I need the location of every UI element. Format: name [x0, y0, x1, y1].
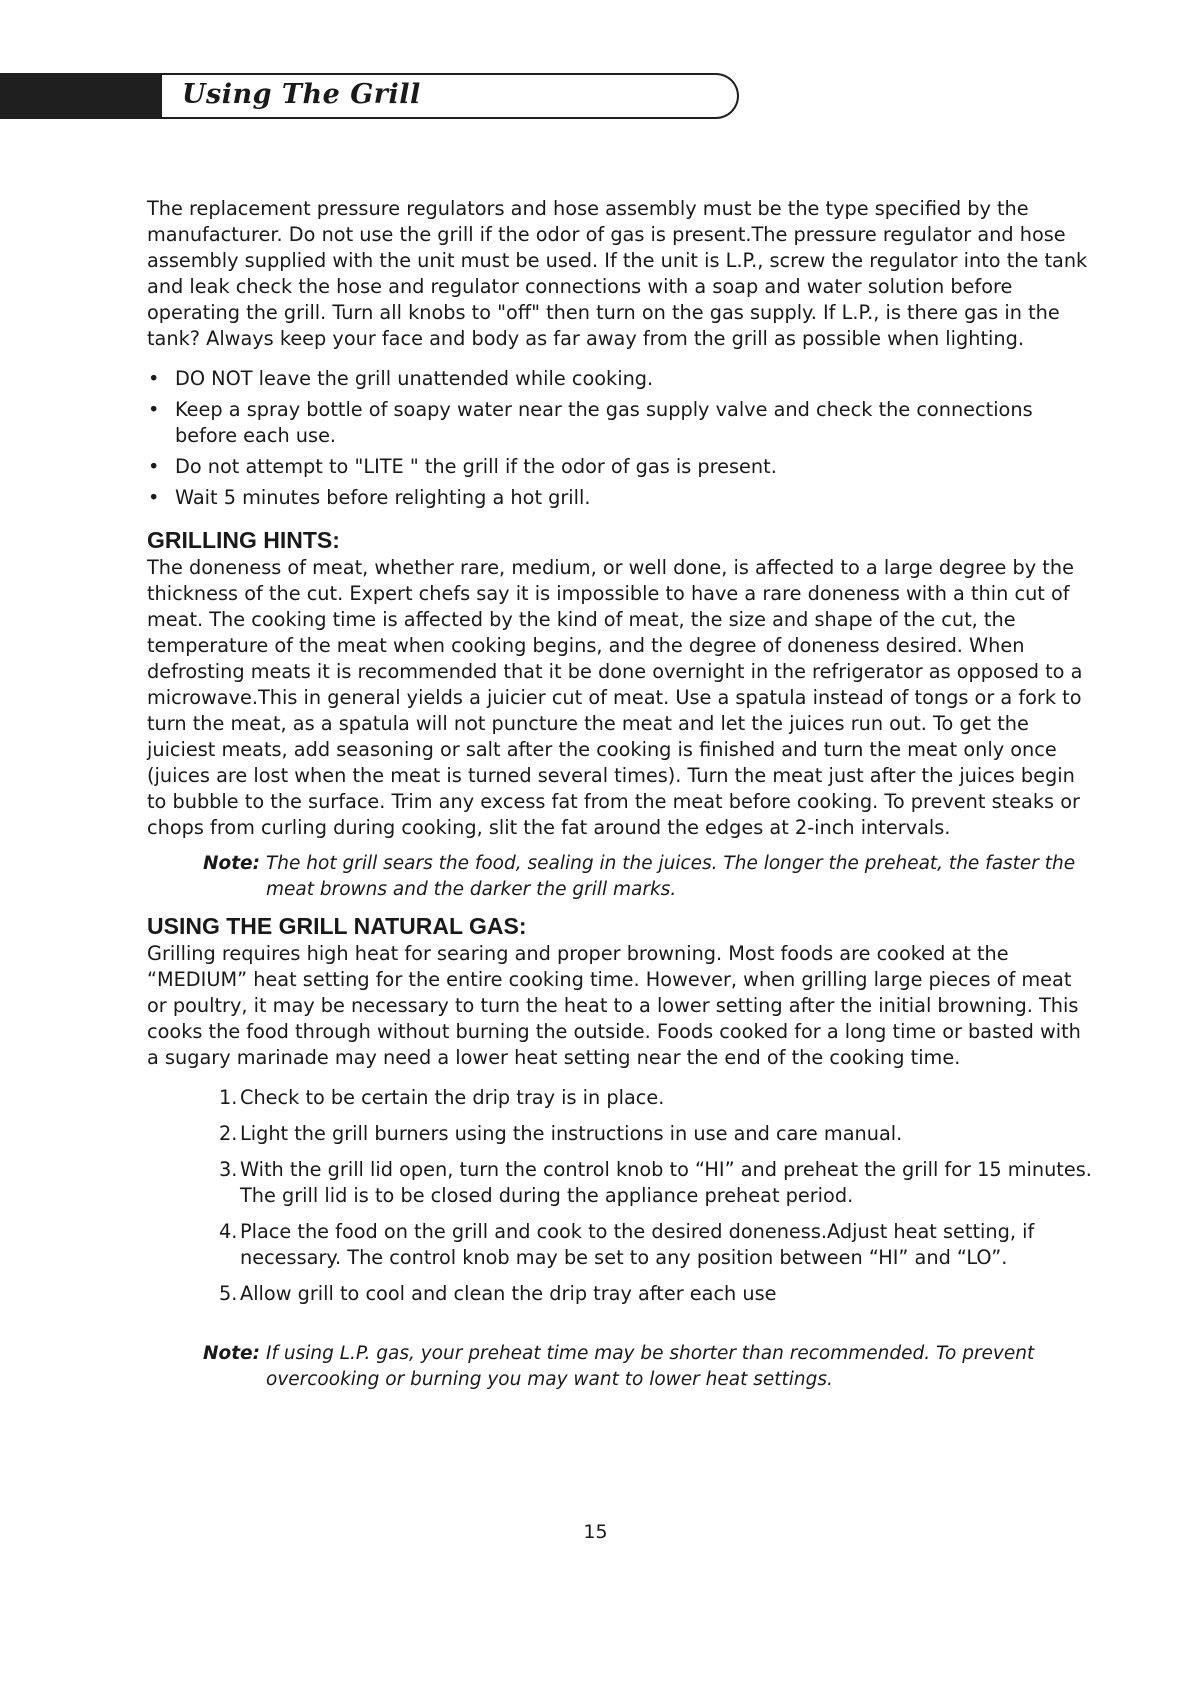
bullet-icon: • — [148, 398, 160, 421]
step-item — [219, 1219, 1097, 1271]
step-text: With the grill lid open, turn the control knob to “HI” and preheat the grill for 15 minutes. The grill lid is to be closed during the appliance preheat period. — [240, 1158, 1092, 1207]
step-text: Allow grill to cool and clean the drip tray after each use — [240, 1282, 777, 1305]
list-item: • Wait 5 minutes before relighting a hot grill. — [148, 486, 591, 509]
safety-bullet-list — [147, 366, 1097, 511]
step-number: 5. — [219, 1282, 238, 1305]
intro-paragraph: The replacement pressure regulators and hose assembly must be the type specified by the manufacturer. Do not use the grill if the odor of gas is present.The pressure regulator and hose assembly supplied with the unit must be used. If the unit is L.P., screw the regulator into the tank and leak check the hose and regulator connections with a soap and water solution before operating the grill. Turn all knobs to "off" then turn on the gas supply. If L.P., is there gas in the tank? Always keep your face and body as far away from the grill as possible when lighting. — [147, 197, 1088, 350]
step-number: 2. — [219, 1122, 238, 1145]
list-item: • Do not attempt to "LITE " the grill if the odor of gas is present. — [148, 455, 777, 478]
header-tab — [162, 73, 739, 119]
page-content — [147, 196, 1097, 1401]
step-text: Light the grill burners using the instructions in use and care manual. — [240, 1122, 903, 1145]
page-title: Using The Grill — [182, 79, 421, 110]
note-text: The hot grill sears the food, sealing in the juices. The longer the preheat, the faster the meat browns and the darker the grill marks. — [266, 853, 1076, 900]
step-item — [219, 1281, 1097, 1307]
step-item — [219, 1157, 1097, 1209]
note-label: Note: — [203, 853, 260, 874]
step-item — [219, 1085, 1097, 1111]
bullet-icon: • — [148, 367, 160, 390]
step-number: 4. — [219, 1220, 238, 1243]
list-item: • DO NOT leave the grill unattended while cooking. — [148, 367, 654, 390]
note-label: Note: — [203, 1343, 260, 1364]
natural-gas-heading: USING THE GRILL NATURAL GAS: — [147, 913, 527, 939]
step-number: 3. — [219, 1158, 238, 1181]
step-text: Check to be certain the drip tray is in place. — [240, 1086, 665, 1109]
step-text: Place the food on the grill and cook to the desired doneness.Adjust heat setting, if necessary. The control knob may be set to any position between “HI” and “LO”. — [240, 1220, 1035, 1269]
bullet-icon: • — [148, 486, 160, 509]
step-item — [219, 1121, 1097, 1147]
step-number: 1. — [219, 1086, 238, 1109]
bullet-icon: • — [148, 455, 160, 478]
natural-gas-paragraph: Grilling requires high heat for searing and proper browning. Most foods are cooked at the “MEDIUM” heat setting for the entire cooking time. However, when grilling large pieces of meat or poultry, it may be necessary to turn the heat to a lower setting after the initial browning. This cooks the food through without burning the outside. Foods cooked for a long time or basted with a sugary marinade may need a lower heat setting near the end of the cooking time. — [147, 942, 1081, 1069]
lp-gas-note — [203, 1341, 1097, 1393]
grilling-hints-note — [203, 851, 1097, 903]
list-item: • Keep a spray bottle of soapy water near the gas supply valve and check the connections before each use. — [148, 398, 1033, 447]
page-number: 15 — [583, 1521, 608, 1543]
header-bar — [0, 73, 165, 119]
steps-list — [219, 1085, 1097, 1307]
note-text: If using L.P. gas, your preheat time may be shorter than recommended. To prevent overcooking or burning you may want to lower heat settings. — [266, 1343, 1035, 1390]
grilling-hints-paragraph: The doneness of meat, whether rare, medium, or well done, is affected to a large degree by the thickness of the cut. Expert chefs say it is impossible to have a rare doneness with a thin cut of meat. The cooking time is affected by the kind of meat, the size and shape of the cut, the temperature of the meat when cooking begins, and the degree of doneness desired. When defrosting meats it is recommended that it be done overnight in the refrigerator as opposed to a microwave.This in general yields a juicier cut of meat. Use a spatula instead of tongs or a fork to turn the meat, as a spatula will not puncture the meat and let the juices run out. To get the juiciest meats, add seasoning or salt after the cooking is finished and turn the meat only once (juices are lost when the meat is turned several times). Turn the meat just after the juices begin to bubble to the surface. Trim any excess fat from the meat before cooking. To prevent steaks or chops from curling during cooking, slit the fat around the edges at 2-inch intervals. — [147, 556, 1083, 839]
grilling-hints-heading: GRILLING HINTS: — [147, 527, 340, 553]
